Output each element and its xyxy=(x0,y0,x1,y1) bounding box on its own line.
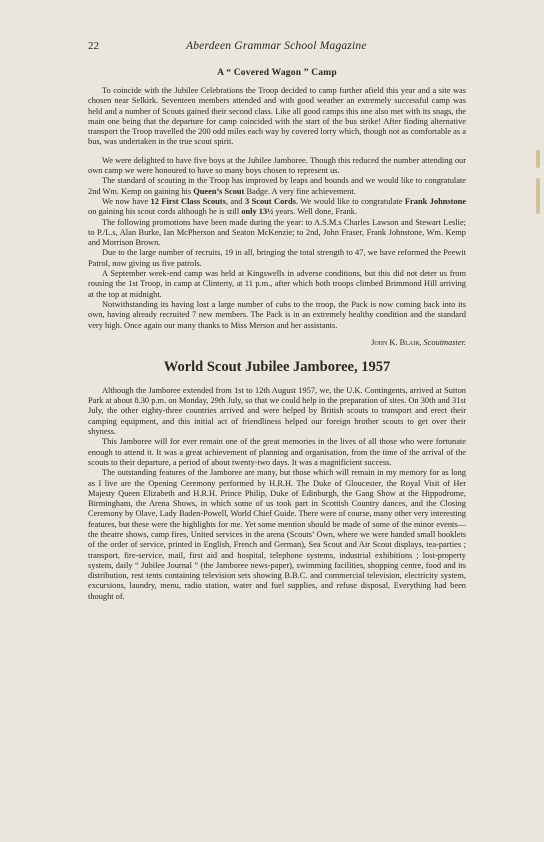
bold-text: Queen’s Scout xyxy=(193,186,245,196)
bold-text: 12 First Class Scouts xyxy=(150,196,226,206)
section-heading: A “ Covered Wagon ” Camp xyxy=(217,68,337,78)
paragraph xyxy=(88,176,466,197)
margin-stain xyxy=(536,150,540,168)
bold-text: Frank Johnstone xyxy=(404,196,467,206)
text-run: years. Well done, Frank. xyxy=(273,207,358,217)
page-header xyxy=(88,40,468,56)
bold-text: 3 Scout Cords xyxy=(244,196,296,206)
signature xyxy=(88,338,466,347)
paragraph: Notwithstanding its having lost a large number of cubs to the troop, the Pack is now coming back into its own, having already recruited 7 new members. The Pack is in an extremely healthy condition and the standard very high. Once again our many thanks to Miss Merson and her assistants. xyxy=(88,299,466,330)
paragraph: To coincide with the Jubilee Celebrations the Troop decided to camp further afield this year and a site was chosen near Selkirk. Seventeen members attended and with good weather an extremely successful camp was held and a number of Scouts gained their second class. Like all good camps this one also met with its snags, the main one being that the departure for camp coincided with the start of the bus strike! After finding alternative transport the Troop travelled the 200 odd miles each way by covered lorry which, though not as comfortable as a bus, was undertaken in the true scout spirit. xyxy=(88,86,466,147)
page-content xyxy=(88,62,466,602)
signature-name: John K. Blair, xyxy=(371,337,422,347)
paragraph: This Jamboree will for ever remain one of the great memories in the lives of all those who were fortunate enough to attend it. It was a great achievement of planning and organisation, from the time of the arrival of the scouts to their departure, a period of about twenty-two days. It was a magnificient success. xyxy=(88,437,466,467)
text-run: . We would like to congratulate xyxy=(295,196,405,206)
text-run: Badge. A very fine achievement. xyxy=(244,186,356,196)
paragraph: A September week-end camp was held at Kingswells in adverse conditions, but this did not deter us from rousing the 1st Troop, in camp at Clinterty, at 11 p.m., after which both troops climbed Brimmond Hill arriving at the top at midnight. xyxy=(88,269,466,299)
paragraph: Although the Jamboree extended from 1st to 12th August 1957, we, the U.K. Contingents, arrived at Sutton Park at about 8.30 p.m. on Monday, 29th July, so that we could help in the preparation of sites. On 30th and 31st July, the other eighty-three countries arrived and were helped by British scouts to transport and erect their camping equipment, and this initial act of friendliness helped our foreign brother scouts to get over their shyness. xyxy=(88,385,466,437)
paragraph: The outstanding features of the Jamboree are many, but those which will remain in my memory for as long as I live are the Opening Ceremony performed by H.R.H. The Duke of Gloucester, the Royal Visit of Her Majesty Queen Elizabeth and H.R.H. Prince Philip, Duke of Edinburgh, the Gang Show at the Hippodrome, Birmingham, the Arena Shows, in which some of us took part in Scottish Country dances, and the Closing Ceremony by Olave, Lady Baden-Powell, World Chief Guide. There were of course, many other very interesting features, but these were the highlights for me. Yet some mention should be made of some of the minor events—the theatre shows, camp fires, United services in the arena (Scouts’ Own, where we were handed small booklets of the order of service, printed in English, French and German), Sea Scout and Air Scout displays, tea-parties ; transport, fire-service, mail, first aid and hospital, telephone systems, industrial exhibitions ; lost-property system, daily “ Jubilee Journal ” (the Jamboree news-paper), swimming facilities, shopping centre, food and its distribution, rest tents containing television sets showing B.B.C. and commercial television, electricity system, excursions, laundry, menu, radio station, water and fuel supplies, and refuse disposal, Everything had been thought of. xyxy=(88,468,466,601)
signature-role: Scoutmaster. xyxy=(423,337,466,347)
page-number: 22 xyxy=(88,40,99,52)
text-run: on gaining his scout cords although he is still xyxy=(88,207,242,217)
margin-stain xyxy=(536,178,540,214)
text-run: We now have xyxy=(102,196,151,206)
article-title: World Scout Jubilee Jamboree, 1957 xyxy=(163,358,391,375)
bold-text: only 13½ xyxy=(241,207,274,217)
text-run: , and xyxy=(225,196,245,206)
paragraph: The following promotions have been made during the year: to A.S.M.s Charles Lawson and Stewart Leslie; to P./L.s, Alan Burke, Ian McPherson and Seaton McKenzie; to 2nd, John Fraser, Frank Johnstone, Wm. Kemp and Morrison Brown. xyxy=(88,217,466,248)
paragraph xyxy=(88,197,466,218)
text-run: The standard of scouting in the Troop has improved by leaps and bounds and we would like to congratulate 2nd Wm. Kemp on gaining his xyxy=(88,176,466,196)
running-title: Aberdeen Grammar School Magazine xyxy=(186,40,367,52)
paragraph: We were delighted to have five boys at the Jubilee Jamboree. Though this reduced the number attending our own camp we were honoured to have so many boys chosen to represent us. xyxy=(88,155,466,176)
paragraph: Due to the large number of recruits, 19 in all, bringing the total strength to 47, we have reformed the Peewit Patrol, now giving us five patrols. xyxy=(88,248,466,268)
